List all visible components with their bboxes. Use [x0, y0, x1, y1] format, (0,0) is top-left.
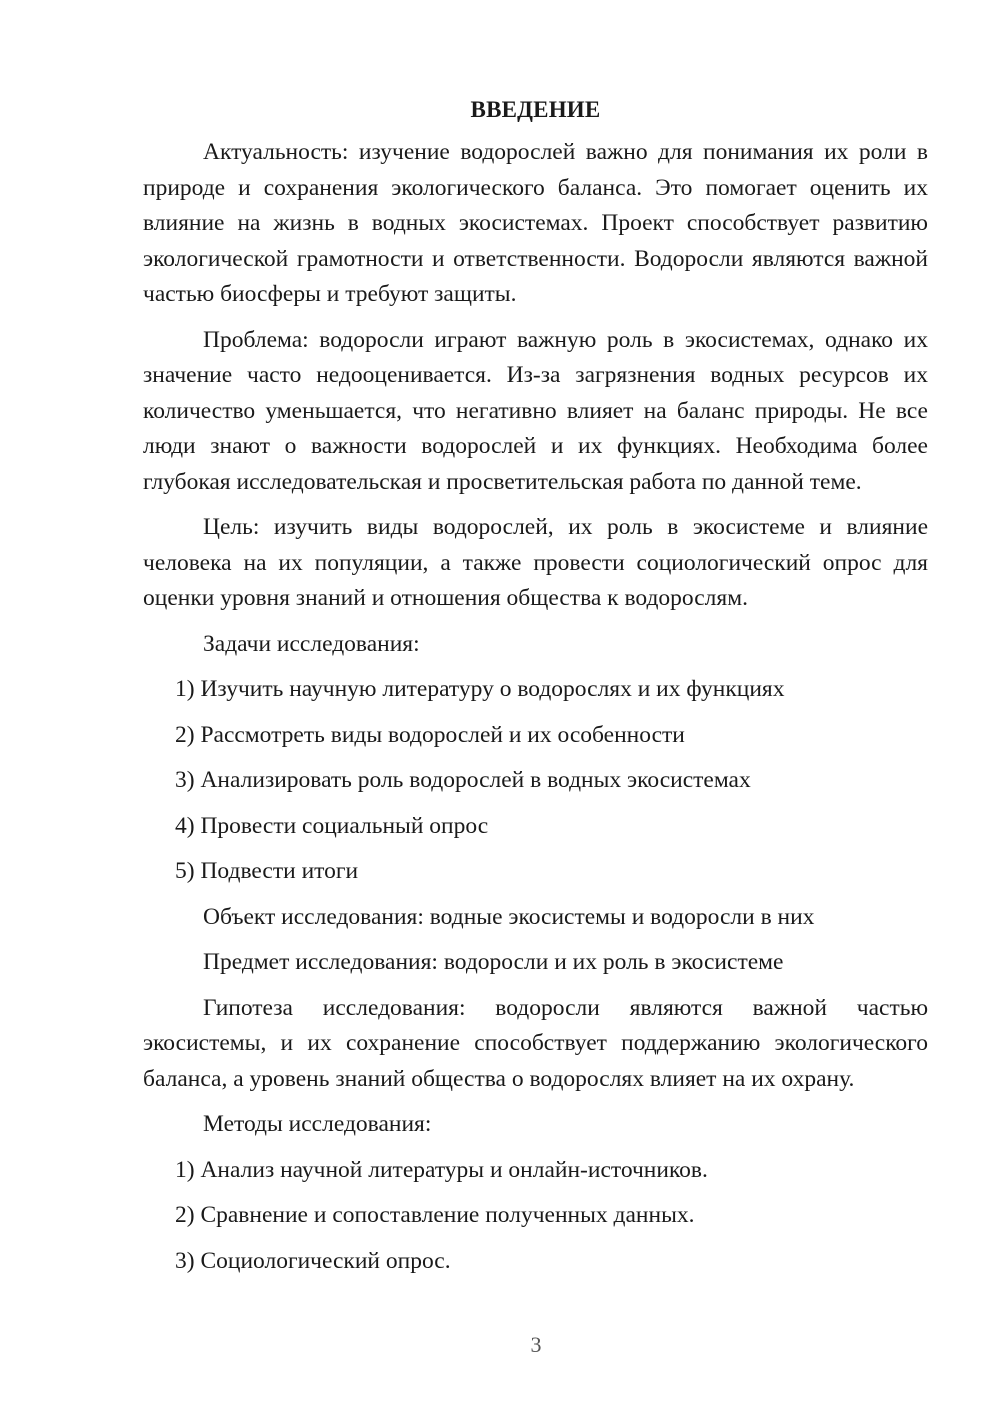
tasks-list [143, 672, 928, 890]
page-title: ВВЕДЕНИЕ [470, 97, 601, 122]
list-item: 3) Социологический опрос. [175, 1247, 451, 1274]
list-item: 1) Анализ научной литературы и онлайн-источников. [175, 1156, 708, 1183]
list-item: 1) Изучить научную литературу о водорослях и их функциях [175, 676, 785, 702]
list-item: 2) Сравнение и сопоставление полученных данных. [175, 1202, 695, 1228]
list-item: 2) Рассмотреть виды водорослей и их особенности [175, 721, 685, 748]
problem-paragraph: Проблема: водоросли играют важную роль в экосистемах, однако их значение часто недооценивается. Из-за загрязнения водных ресурсов их количество уменьшается, что негативно влияет на баланс природы. Не все люди знают о важности водорослей и их функциях. Необходима более глубокая исследовательская и просветительская работа по данной теме. [143, 326, 928, 495]
document-page [143, 96, 928, 1289]
page-number: 3 [530, 1332, 542, 1357]
list-item: 3) Анализировать роль водорослей в водных экосистемах [175, 767, 751, 793]
list-item: 4) Провести социальный опрос [175, 812, 489, 839]
list-item: 5) Подвести итоги [175, 858, 359, 884]
tasks-heading: Задачи исследования: [203, 630, 420, 657]
hypothesis-paragraph: Гипотеза исследования: водоросли являются важной частью экосистемы, и их сохранение способствует поддержанию экологического баланса, а уровень знаний общества о водорослях влияет на их охрану. [143, 994, 928, 1092]
relevance-paragraph: Актуальность: изучение водорослей важно для понимания их роли в природе и сохранения экологического баланса. Это помогает оценить их влияние на жизнь в водных экосистемах. Проект способствует развитию экологической грамотности и ответственности. Водоросли являются важной частью биосферы и требуют защиты. [143, 139, 928, 307]
goal-paragraph: Цель: изучить виды водорослей, их роль в экосистеме и влияние человека на их популяции, а также провести социологический опрос для оценки уровня знаний и отношения общества к водорослям. [143, 514, 928, 611]
methods-list [143, 1153, 928, 1280]
object-line: Объект исследования: водные экосистемы и водоросли в них [203, 903, 815, 930]
methods-heading: Методы исследования: [203, 1111, 432, 1137]
subject-line: Предмет исследования: водоросли и их роль в экосистеме [203, 949, 784, 975]
